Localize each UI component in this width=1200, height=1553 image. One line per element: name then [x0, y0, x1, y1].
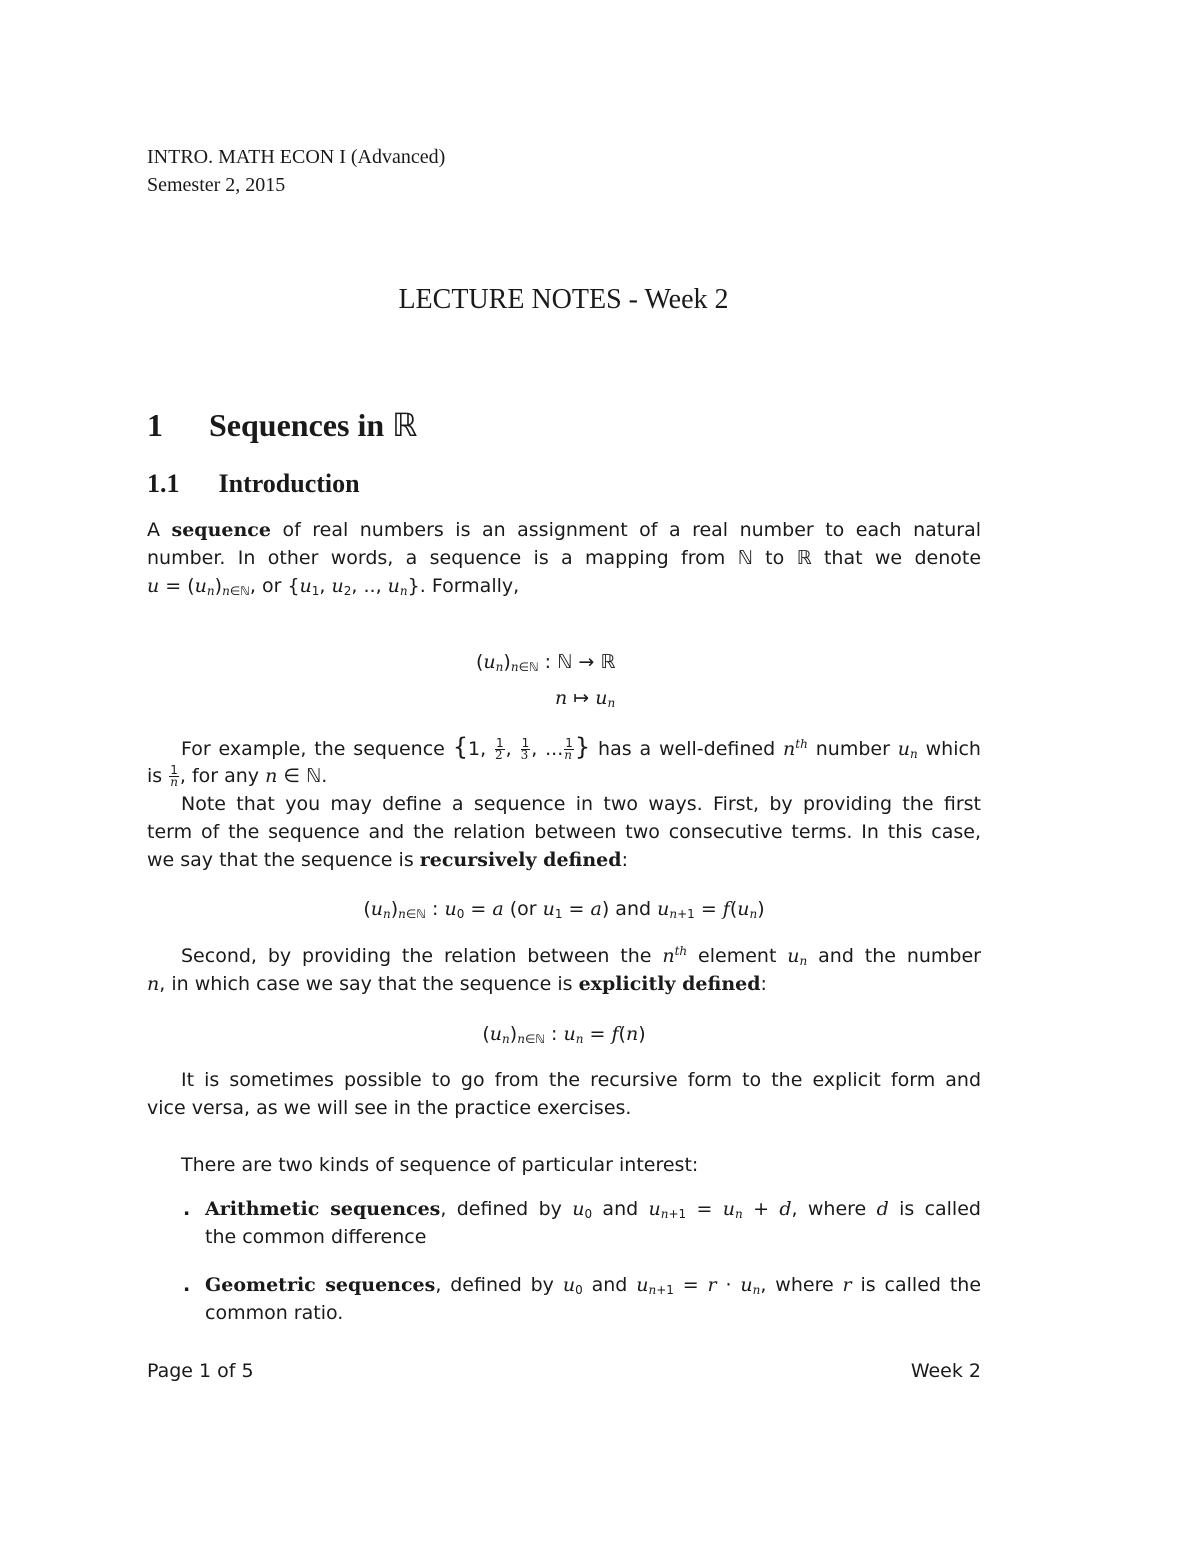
section-number: 1: [147, 407, 163, 443]
term-geometric-sequences: Geometric sequences: [205, 1274, 436, 1296]
term-explicitly-defined: explicitly defined: [578, 973, 761, 995]
term-sequence: sequence: [171, 519, 271, 541]
footer-week: Week 2: [910, 1360, 981, 1382]
term-recursively-defined: recursively defined: [419, 849, 622, 871]
subsection-number: 1.1: [147, 469, 180, 498]
section-heading: 1 Sequences in ℝ: [147, 406, 418, 444]
list-item-arithmetic-line2: the common difference: [205, 1226, 427, 1248]
course-title: INTRO. MATH ECON I (Advanced): [147, 146, 446, 168]
subsection-title: Introduction: [218, 469, 360, 498]
list-item-arithmetic: . Arithmetic sequences, defined by $u_0$ and $u_{n+1} = u_n + d$, where d is called: [183, 1198, 981, 1221]
paragraph-line: Note that you may define a sequence in two ways. First, by providing the first: [181, 793, 981, 815]
paragraph-line: we say that the sequence is recursively defined:: [147, 849, 628, 871]
paragraph-line: $u = (u_n)_{n\in ℕ}$, or {$u_1$, $u_2$, .., $u_n$}. Formally,: [147, 575, 520, 598]
paragraph-line: vice versa, as we will see in the practice exercises.: [147, 1097, 632, 1119]
paragraph-line: For example, the sequence {1, $\frac{1}{2}$ , $\frac{1}{3}$ , ... $\frac{1}{n}$ } has a well-defined $n^{th}$ number $u_n$ which: [181, 733, 981, 762]
paragraph-line: A sequence of real numbers is an assignment of a real number to each natural: [147, 519, 981, 541]
semester-label: Semester 2, 2015: [147, 174, 286, 196]
math-recursive-definition: $(u_n)_{n\in ℕ}$ : $u_0 = a$ (or $u_1 = a$) and $u_{n+1} = f(u_n)$: [363, 898, 765, 921]
paragraph-line: It is sometimes possible to go from the recursive form to the explicit form and: [181, 1069, 981, 1091]
paragraph-line: is $\frac{1}{n}$ , for any n ∈ ℕ.: [147, 763, 328, 789]
math-explicit-definition: $(u_n)_{n\in ℕ}$ : $u_n = f(n)$: [482, 1023, 646, 1046]
paragraph-line: term of the sequence and the relation between two consecutive terms. In this case,: [147, 821, 981, 843]
math-mapping-line-2: n ↦ $u_n$: [555, 687, 616, 710]
math-mapping-line-1: $(u_n)_{n\in ℕ}$ : ℕ → ℝ: [476, 651, 616, 674]
page-title: LECTURE NOTES - Week 2: [398, 284, 729, 315]
footer-page-number: Page 1 of 5: [147, 1360, 254, 1382]
paragraph-line: n, in which case we say that the sequence is explicitly defined:: [147, 973, 767, 995]
paragraph-line: number. In other words, a sequence is a mapping from ℕ to ℝ that we denote: [147, 547, 982, 569]
list-item-geometric-line2: common ratio.: [205, 1302, 344, 1324]
subsection-heading: [147, 467, 360, 501]
term-arithmetic-sequences: Arithmetic sequences: [205, 1198, 441, 1220]
list-item-geometric: . Geometric sequences, defined by $u_0$ and $u_{n+1} = r \cdot u_n$, where r is called the: [183, 1274, 982, 1297]
paragraph-line: Second, by providing the relation between the $n^{th}$ element $u_n$ and the number: [181, 944, 981, 968]
paragraph-line: There are two kinds of sequence of particular interest:: [181, 1154, 699, 1176]
section-title: Sequences in: [209, 407, 385, 443]
